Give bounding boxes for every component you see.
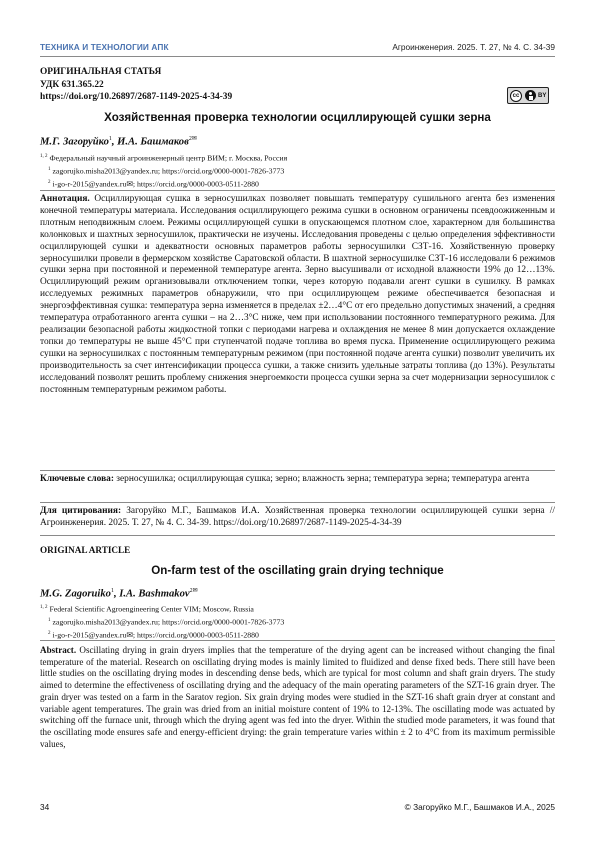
article-title-en: On-farm test of the oscillating grain drying technique bbox=[151, 564, 444, 577]
journal-issue-info: Агроинженерия. 2025. Т. 27, № 4. С. 34-39 bbox=[392, 42, 555, 52]
by-label: BY bbox=[538, 92, 547, 99]
header-divider bbox=[40, 56, 555, 57]
contact-sup: 1 bbox=[48, 618, 51, 624]
abstract-label: Abstract. bbox=[40, 645, 77, 655]
article-type: ОРИГИНАЛЬНАЯ СТАТЬЯ bbox=[40, 67, 162, 77]
contact-line[interactable]: zagorujko.misha2013@yandex.ru; https://orcid.org/0000-0001-7826-3773 bbox=[52, 166, 285, 176]
affiliation-sup: 1, 2 bbox=[40, 605, 48, 610]
author-sup: 1 bbox=[110, 588, 114, 594]
abstract-en bbox=[40, 645, 555, 750]
keywords-text: зерносушилка; осциллирующая сушка; зерно; влажность зерна; температура зерна; температура агента bbox=[116, 474, 530, 484]
contact-sup: 1 bbox=[48, 167, 51, 173]
contact-line[interactable]: i-go-r-2015@yandex.ru✉; https://orcid.org/0000-0003-0511-2880 bbox=[52, 179, 259, 189]
journal-page bbox=[40, 0, 555, 841]
author-name: M.G. Zagoruiko bbox=[40, 588, 111, 600]
page-number: 34 bbox=[40, 802, 50, 812]
abstract-label: Аннотация. bbox=[40, 194, 90, 204]
keywords-ru bbox=[40, 474, 555, 486]
running-header bbox=[40, 42, 555, 54]
authors-en: M.G. Zagoruiko$^1$, I.A. Bashmakov$^{2✉}$ bbox=[40, 588, 198, 600]
section-divider bbox=[40, 190, 555, 191]
affiliations-ru bbox=[40, 151, 287, 191]
cc-icon: cc bbox=[510, 90, 522, 102]
contact-line[interactable]: i-go-r-2015@yandex.ru✉; https://orcid.org/0000-0003-0511-2880 bbox=[52, 630, 259, 640]
citation-label: Для цитирования: bbox=[40, 506, 122, 516]
doi-link[interactable]: https://doi.org/10.26897/2687-1149-2025-4-34-39 bbox=[40, 92, 233, 103]
affiliations-en bbox=[40, 602, 284, 642]
author-sup: 2✉ bbox=[189, 588, 198, 594]
section-divider bbox=[40, 502, 555, 503]
copyright-notice: © Загоруйко М.Г., Башмаков И.А., 2025 bbox=[404, 802, 555, 812]
abstract-text: Осциллирующая сушка в зерносушилках позволяет повышать температуру сушильного агента без изменения конечной температуры материала. Исследования осциллирующего режима сушки в основном ограничены псевдоожиженным и плотным неподвижным слоем. Режимы осциллирующей сушки в опускающемся плотном слое, характерном для большинства колонковых и шахтных зерносушилок, практически не изучены. Исследования проведены с целью определения эффективности осциллирующей сушки и адекватности основных параметров работы зерносушилки СЗТ-16. Хозяйственную проверку зерносушилки провели в фермерском хозяйстве Саратовской области. В шахтной зерносушилке СЗТ-16 исследовали 6 режимов сушки зерна при постоянной и переменной температуре агента. Зерно высушивали от исходной влажности 19% до 12…13%. Осциллирующий режим организовывали отключением топки, через которую подавали агент сушки в сушилку. В рамках исследуемых режимных параметров обнаружили, что при осциллирующем режиме обеспечивается безопасная и энергоэффективная сушка: температура зерна изменяется в пределах ±2…4°С от его предельно допустимых значений, а средняя температура отработанного агента сушки – на 2…3°С ниже, чем при использовании постоянного температурного режима. Для реализации безопасной работы жидкостной топки с периодами нагрева и охлаждения не менее 8 мин допускается охлаждение топки до температуры не выше 45°С при ступенчатой подаче топлива во время пуска. Применение осциллирующего режима сушки на зерносушилках с постоянным температурным режимом (при постоянной подаче агента сушки) позволит увеличить их производительность за счет интенсификации процесса сушки, а также снизить удельные затраты топлива (до 13%). Результаты исследований позволят решить проблему снижения энергоемкости процесса сушки зерна за счет модернизации зерносушилок с постоянным температурным режимом работы. bbox=[40, 194, 555, 395]
citation-ru bbox=[40, 506, 555, 530]
author-sup: 2✉ bbox=[188, 136, 197, 142]
contact-line[interactable]: zagorujko.misha2013@yandex.ru; https://orcid.org/0000-0001-7826-3773 bbox=[52, 617, 285, 627]
abstract-text: Oscillating drying in grain dryers implies that the temperature of the drying agent can be increased without changing the final temperature of the material. Research on oscillating drying modes is mainly limited to fluidized and dense fixed beds. There still have been little studies on the oscillating drying modes in descending dense beds, which are typical for most column and shaft grain dryers. The study aimed to determine the effectiveness of oscillating drying and the adequacy of the main operating parameters of the SZT-16 grain dryer. The grain dryer was tested on a farm in the Saratov region. Six grain drying modes were studied in the SZT-16 shaft grain dryer at constant and variable agent temperatures. The grain was dried from an initial moisture content of 19% to 12-13%. The oscillating mode was actuated by switching off the furnace unit, through which the drying agent was fed into the dryer. Within the studied mode parameters, it was found that the oscillating mode ensures safe and energy-efficient drying: the grain temperature varies within ± 2 to 4°C from its maximum permissible values, bbox=[40, 645, 555, 749]
affiliation-text: Federal Scientific Agroengineering Center VIM; Moscow, Russia bbox=[49, 604, 254, 614]
article-meta bbox=[40, 66, 232, 104]
affiliation-text: Федеральный научный агроинженерный центр ВИМ; г. Москва, Россия bbox=[49, 153, 288, 163]
section-label-en: ORIGINAL ARTICLE bbox=[40, 545, 131, 555]
creative-commons-by-icon[interactable] bbox=[507, 87, 549, 104]
person-icon bbox=[525, 90, 536, 101]
author-sup: 1 bbox=[108, 136, 112, 142]
article-title-ru: Хозяйственная проверка технологии осциллирующей сушки зерна bbox=[104, 111, 491, 124]
contact-sup: 2 bbox=[48, 180, 51, 186]
affiliation-sup: 1, 2 bbox=[40, 154, 48, 159]
journal-section-name: ТЕХНИКА И ТЕХНОЛОГИИ АПК bbox=[40, 42, 169, 52]
udk-code: УДК 631.365.22 bbox=[40, 79, 104, 90]
section-divider bbox=[40, 640, 555, 641]
contact-sup: 2 bbox=[48, 631, 51, 637]
authors-ru: М.Г. Загоруйко$^1$, И.А. Башмаков$^{2✉}$ bbox=[40, 136, 197, 148]
citation-text: Загоруйко М.Г., Башмаков И.А. Хозяйственная проверка технологии осциллирующей сушки зерна // Агроинженерия. 2025. Т. 27, № 4. С. 34-39. https://doi.org/10.26897/2687-1149-2025-4-34-39 bbox=[40, 506, 555, 528]
keywords-label: Ключевые слова: bbox=[40, 474, 114, 484]
author-name: И.А. Башмаков bbox=[117, 136, 189, 148]
section-divider bbox=[40, 535, 555, 536]
author-name: I.A. Bashmakov bbox=[119, 588, 190, 600]
author-name: М.Г. Загоруйко bbox=[40, 136, 109, 148]
abstract-ru bbox=[40, 194, 555, 396]
section-divider bbox=[40, 470, 555, 471]
